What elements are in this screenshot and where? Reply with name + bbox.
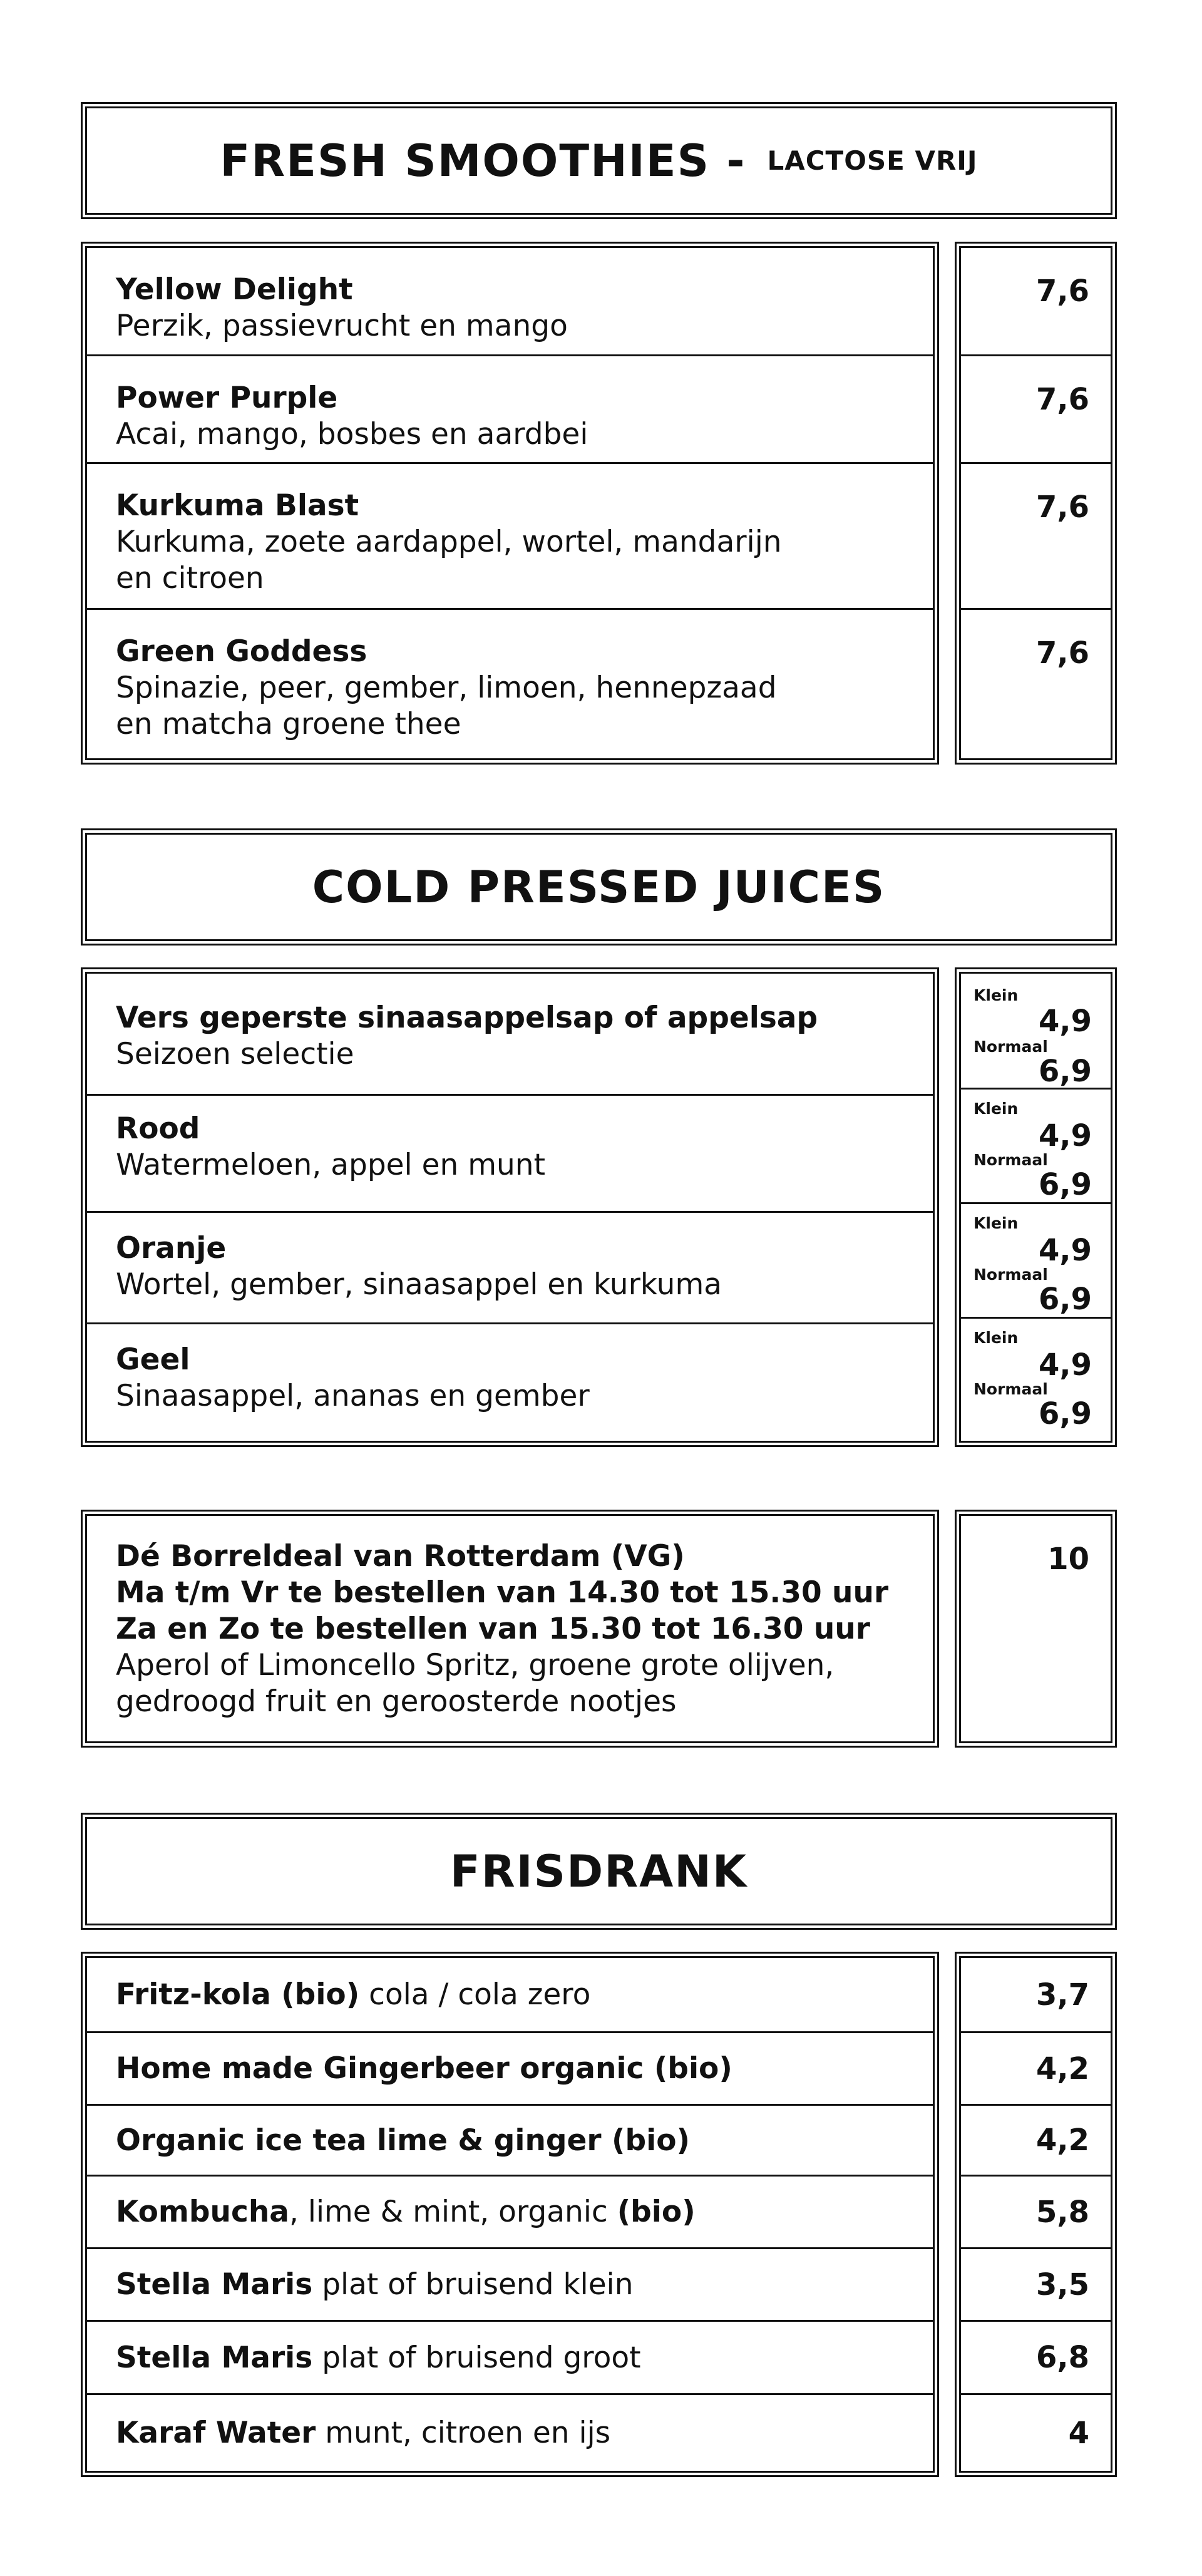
item-name: Power Purple	[116, 381, 338, 415]
juices-title: COLD PRESSED JUICES	[312, 861, 886, 913]
frisdrank-header	[85, 1817, 1112, 1925]
item-description: plat of bruisend groot	[312, 2340, 641, 2375]
item-price: 4,2	[961, 2033, 1111, 2106]
item-name: Stella Maris	[116, 2340, 313, 2375]
small-size-label: Klein	[973, 1329, 1019, 1347]
item-description: cola / cola zero	[359, 1977, 591, 2012]
frisdrank-items-box	[85, 1956, 935, 2473]
item-name: Karaf Water	[116, 2416, 316, 2450]
item-description: Kurkuma, zoete aardappel, wortel, mandarijn	[116, 525, 782, 559]
list-item	[87, 974, 933, 1096]
normal-price: 6,9	[1038, 1167, 1092, 1202]
item-text	[116, 1977, 590, 2012]
borreldeal-price-box	[959, 1514, 1112, 1743]
item-name: Kombucha	[116, 2195, 289, 2229]
small-price: 4,9	[1038, 1004, 1092, 1039]
list-item	[87, 1096, 933, 1213]
list-item	[87, 2106, 933, 2177]
deal-price: 10	[1047, 1542, 1089, 1577]
item-name: Stella Maris	[116, 2267, 313, 2302]
small-price: 4,9	[1038, 1233, 1092, 1268]
item-text	[116, 2341, 641, 2375]
item-description: Wortel, gember, sinaasappel en kurkuma	[116, 1267, 722, 1302]
normal-size-label: Normaal	[973, 1380, 1048, 1398]
smoothies-price-box	[959, 246, 1112, 760]
item-price: 7,6	[961, 248, 1111, 356]
item-price: 7,6	[961, 356, 1111, 464]
borreldeal-box	[85, 1514, 935, 1743]
item-text	[116, 2195, 696, 2229]
list-item	[87, 2322, 933, 2395]
juices-header	[85, 833, 1112, 941]
normal-size-label: Normaal	[973, 1265, 1048, 1284]
item-text	[116, 2051, 732, 2086]
item-name: (bio)	[617, 2195, 696, 2229]
normal-price: 6,9	[1038, 1396, 1092, 1431]
item-description: plat of bruisend klein	[312, 2267, 634, 2302]
item-price: 7,6	[961, 464, 1111, 610]
list-item	[87, 1324, 933, 1441]
smoothies-header	[85, 106, 1112, 215]
item-description: Sinaasappel, ananas en gember	[116, 1379, 590, 1413]
list-item	[87, 2177, 933, 2249]
item-name: Vers geperste sinaasappelsap of appelsap	[116, 1001, 818, 1035]
frisdrank-title: FRISDRANK	[449, 1845, 748, 1897]
list-item	[87, 2033, 933, 2106]
smoothies-items-box	[85, 246, 935, 760]
item-name: Rood	[116, 1111, 200, 1146]
item-name: Oranje	[116, 1231, 227, 1265]
small-size-label: Klein	[973, 1214, 1019, 1232]
deal-description: Aperol of Limoncello Spritz, groene grote olijven,	[116, 1648, 835, 1682]
item-description: en citroen	[116, 561, 264, 595]
item-description: Spinazie, peer, gember, limoen, hennepzaad	[116, 671, 777, 705]
item-price: 6,8	[961, 2322, 1111, 2395]
price-cell	[961, 1090, 1111, 1204]
deal-title: Dé Borreldeal van Rotterdam (VG)	[116, 1539, 685, 1574]
juices-price-box	[959, 972, 1112, 1443]
list-item	[87, 464, 933, 610]
item-description: Seizoen selectie	[116, 1037, 354, 1071]
item-name: Organic ice tea lime & ginger (bio)	[116, 2123, 690, 2158]
list-item	[87, 2395, 933, 2471]
item-name: Kurkuma Blast	[116, 488, 359, 523]
item-description: , lime & mint, organic	[289, 2195, 617, 2229]
item-name: Home made Gingerbeer organic (bio)	[116, 2051, 732, 2086]
list-item	[87, 1958, 933, 2033]
item-price: 4,2	[961, 2106, 1111, 2177]
price-cell	[961, 1204, 1111, 1319]
small-size-label: Klein	[973, 1100, 1019, 1118]
list-item	[87, 248, 933, 356]
list-item	[87, 1213, 933, 1324]
normal-size-label: Normaal	[973, 1151, 1048, 1169]
small-price: 4,9	[1038, 1118, 1092, 1153]
item-description: Watermeloen, appel en munt	[116, 1148, 546, 1182]
normal-price: 6,9	[1038, 1054, 1092, 1089]
item-price: 5,8	[961, 2177, 1111, 2249]
juices-items-box	[85, 972, 935, 1443]
item-price: 3,7	[961, 1958, 1111, 2033]
small-size-label: Klein	[973, 986, 1019, 1004]
smoothies-subtitle: LACTOSE VRIJ	[767, 145, 978, 176]
smoothies-title: FRESH SMOOTHIES -	[220, 135, 746, 187]
price-cell	[961, 1319, 1111, 1441]
item-text	[116, 2267, 634, 2302]
item-price: 4	[1068, 2415, 1089, 2451]
item-name: Fritz-kola (bio)	[116, 1977, 360, 2012]
item-name: Green Goddess	[116, 634, 367, 669]
item-price: 3,5	[961, 2249, 1111, 2322]
list-item	[87, 356, 933, 464]
list-item	[87, 610, 933, 758]
item-name: Geel	[116, 1342, 190, 1377]
item-name: Yellow Delight	[116, 272, 353, 307]
deal-weekday-hours: Ma t/m Vr te bestellen van 14.30 tot 15.30 uur	[116, 1575, 889, 1610]
frisdrank-price-box	[959, 1956, 1112, 2473]
item-description: munt, citroen en ijs	[316, 2416, 611, 2450]
item-description: Acai, mango, bosbes en aardbei	[116, 417, 588, 451]
item-text	[116, 2416, 610, 2450]
item-description: en matcha groene thee	[116, 707, 461, 741]
item-price: 7,6	[1035, 636, 1089, 671]
small-price: 4,9	[1038, 1347, 1092, 1383]
price-cell	[961, 974, 1111, 1090]
item-description: Perzik, passievrucht en mango	[116, 309, 568, 343]
item-text	[116, 2123, 690, 2158]
normal-price: 6,9	[1038, 1282, 1092, 1317]
deal-description: gedroogd fruit en geroosterde nootjes	[116, 1684, 677, 1719]
deal-weekend-hours: Za en Zo te bestellen van 15.30 tot 16.30 uur	[116, 1612, 870, 1646]
normal-size-label: Normaal	[973, 1038, 1048, 1056]
list-item	[87, 2249, 933, 2322]
